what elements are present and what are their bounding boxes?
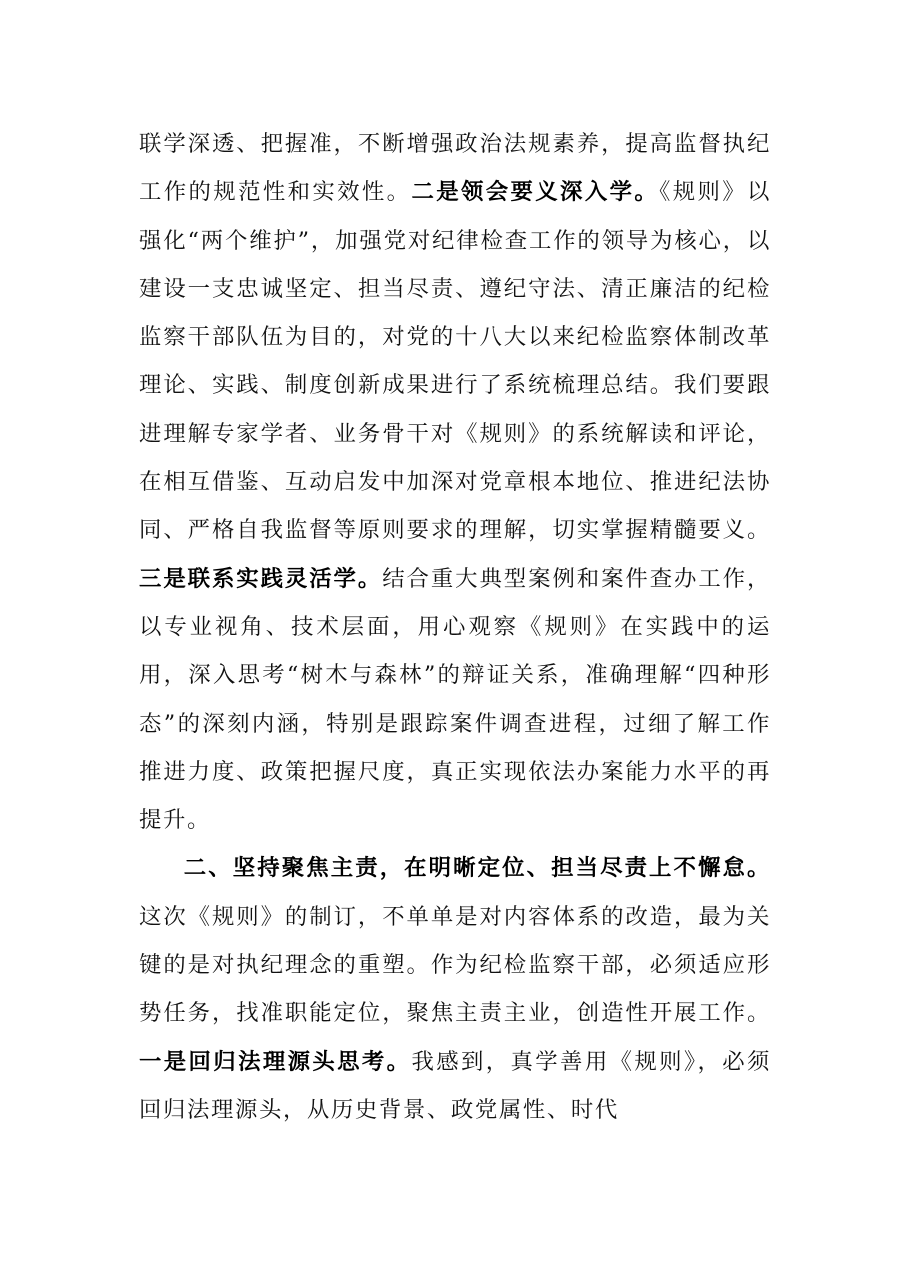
paragraph-1-heading-3: 三是联系实践灵活学。	[139, 565, 383, 592]
paragraph-1	[139, 120, 771, 844]
section-heading-2: 二、坚持聚焦主责，在明晰定位、担当尽责上不懈怠。	[183, 855, 771, 882]
document-body	[139, 120, 771, 1134]
paragraph-1-heading-2: 二是领会要义深入学。	[411, 179, 660, 206]
paragraph-1-text-1: 联学深透、把握准，不断增强政治法规素养，提高监督执纪工作的规范性和实效性。	[139, 131, 771, 206]
paragraph-2-heading-1: 一是回归法理源头思考。	[139, 1048, 412, 1075]
paragraph-2-text-2: 我感到，真学善用《规则》，必须回归法理源头，从历史背景、政党属性、时代	[139, 1048, 771, 1123]
paragraph-2	[139, 844, 771, 1134]
paragraph-1-text-2: 《规则》以强化“两个维护”，加强党对纪律检查工作的领导为核心，以建设一支忠诚坚定、担当尽责、遵纪守法、清正廉洁的纪检监察干部队伍为目的，对党的十八大以来纪检监察体制改革理论、实践、制度创新成果进行了系统梳理总结。我们要跟进理解专家学者、业务骨干对《规则》的系统解读和评论，在相互借鉴、互动启发中加深对党章根本地位、推进纪法协同、严格自我监督等原则要求的理解，切实掌握精髓要义。	[139, 179, 772, 544]
paragraph-1-text-3: 结合重大典型案例和案件查办工作，以专业视角、技术层面，用心观察《规则》在实践中的运用，深入思考“树木与森林”的辩证关系，准确理解“四种形态”的深刻内涵，特别是跟踪案件调查进程，过细了解工作推进力度、政策把握尺度，真正实现依法办案能力水平的再提升。	[139, 565, 771, 834]
paragraph-2-text-1: 这次《规则》的制订，不单单是对内容体系的改造，最为关键的是对执纪理念的重塑。作为纪检监察干部，必须适应形势任务，找准职能定位，聚焦主责主业，创造性开展工作。	[139, 903, 771, 1027]
